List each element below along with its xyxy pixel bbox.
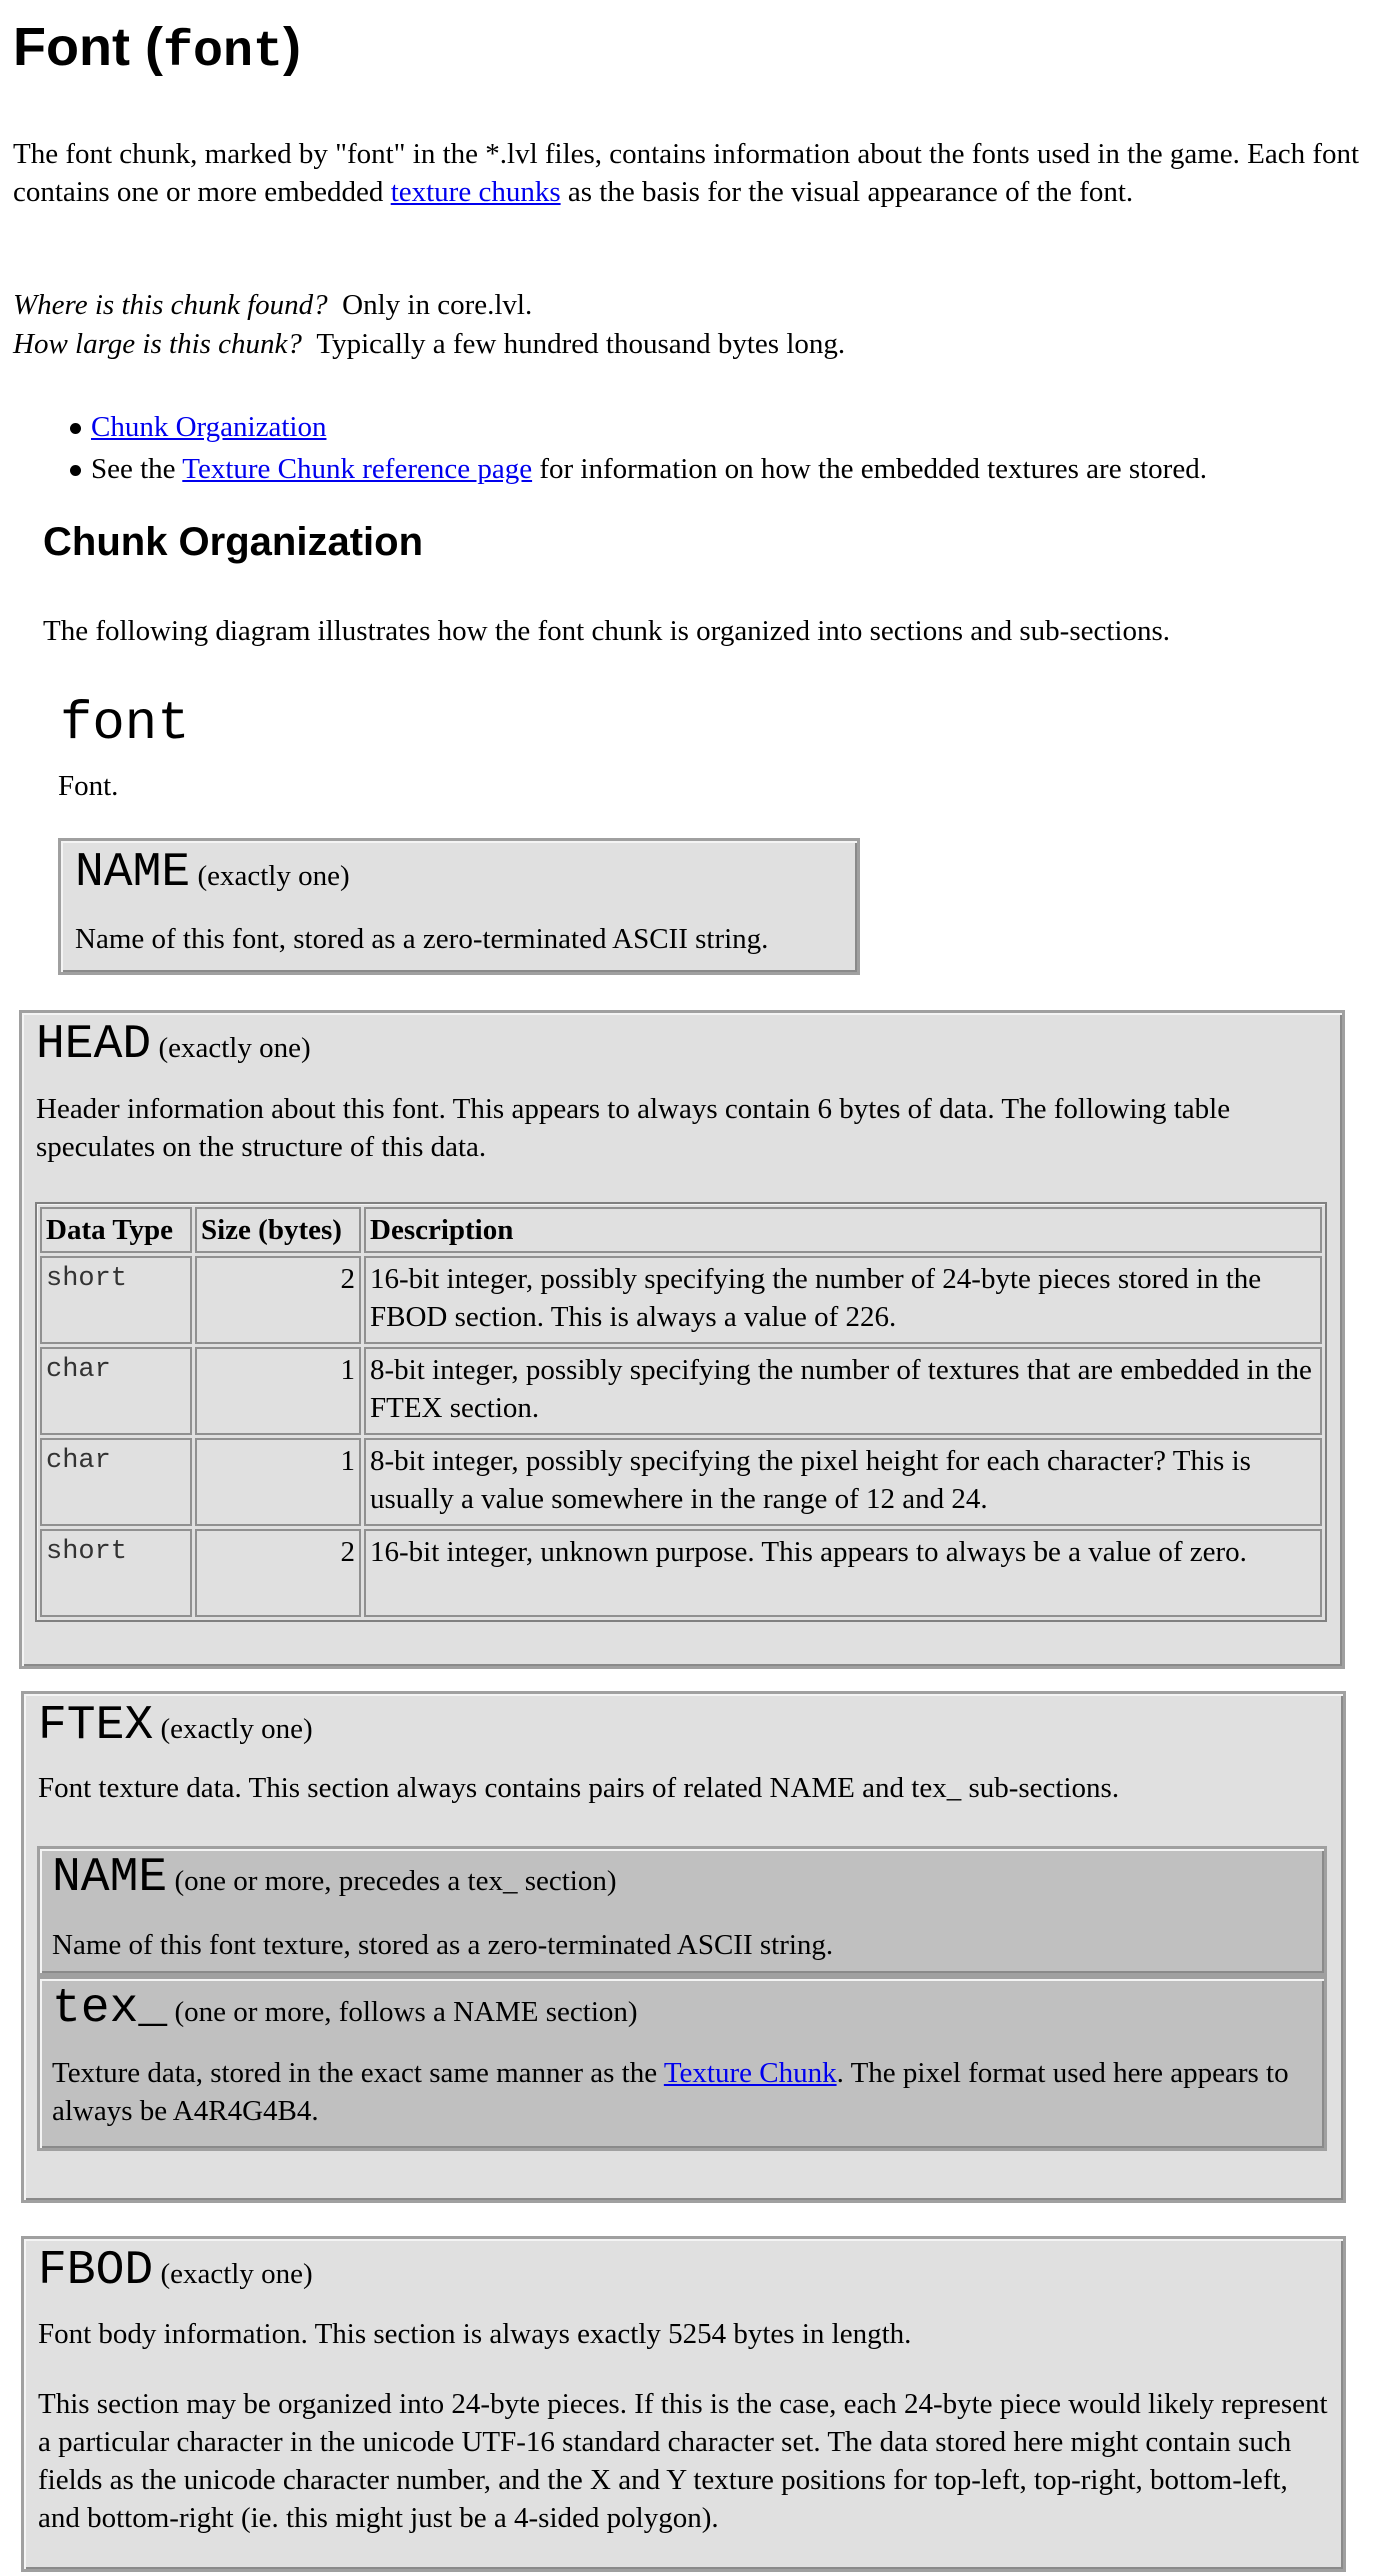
ftex-section-qualifier: (exactly one)	[160, 1713, 313, 1745]
texture-chunk-link[interactable]: Texture Chunk	[663, 2057, 837, 2089]
description-cell: 16-bit integer, unknown purpose. This appears to always be a value of zero.	[364, 1529, 1322, 1617]
faq-location	[13, 286, 1313, 324]
ftex-tex-code: tex_	[52, 1982, 168, 2036]
data-type-cell: short	[40, 1256, 192, 1344]
ftex-name-subsection	[37, 1846, 1327, 1976]
column-header: Data Type	[40, 1207, 192, 1253]
font-chunk-desc: Font.	[58, 770, 119, 802]
ftex-section-desc: Font texture data. This section always contains pairs of related NAME and tex_ sub-sections.	[38, 1772, 1120, 1804]
ftex-name-header	[52, 1851, 617, 1905]
size-cell: 2	[195, 1529, 361, 1617]
name-section-qualifier: (exactly one)	[197, 860, 350, 892]
list-item	[0, 406, 1376, 448]
faq-size	[13, 325, 1313, 363]
organization-text: The following diagram illustrates how the font chunk is organized into sections and sub-sections.	[43, 615, 1171, 647]
ftex-name-code: NAME	[52, 1851, 168, 1905]
ftex-tex-desc: Texture data, stored in the exact same manner as the Texture Chunk. The pixel format used here appears to always be A4R4G4B4.	[52, 2057, 1289, 2127]
table-row	[40, 1529, 1322, 1617]
column-header: Description	[364, 1207, 1322, 1253]
size-cell: 1	[195, 1438, 361, 1526]
ftex-section-box	[21, 1691, 1346, 2203]
fbod-section-code: FBOD	[38, 2244, 154, 2298]
name-section-code: NAME	[75, 846, 191, 900]
name-section-header	[75, 846, 350, 900]
table-row	[40, 1256, 1322, 1344]
faq-location-question: Where is this chunk found?	[13, 289, 328, 321]
bullet-icon	[70, 423, 81, 434]
ftex-name-qualifier: (one or more, precedes a tex_ section)	[174, 1865, 617, 1897]
fbod-section-desc: Font body information. This section is always exactly 5254 bytes in length.	[38, 2318, 912, 2350]
column-header: Size (bytes)	[195, 1207, 361, 1253]
data-type-cell: char	[40, 1347, 192, 1435]
link-list	[0, 406, 1376, 490]
name-section-desc: Name of this font, stored as a zero-terminated ASCII string.	[75, 923, 769, 955]
description-cell: 8-bit integer, possibly specifying the number of textures that are embedded in the FTEX section.	[364, 1347, 1322, 1435]
faq-size-question: How large is this chunk?	[13, 328, 302, 360]
description-cell: 8-bit integer, possibly specifying the pixel height for each character? This is usually a value somewhere in the range of 12 and 24.	[364, 1438, 1322, 1526]
description-cell: 16-bit integer, possibly specifying the number of 24-byte pieces stored in the FBOD section. This is always a value of 226.	[364, 1256, 1322, 1344]
chunk-organization-link[interactable]: Chunk Organization	[91, 411, 327, 443]
ftex-tex-subsection	[37, 1976, 1327, 2151]
ftex-tex-header	[52, 1982, 638, 2036]
ftex-tex-qualifier: (one or more, follows a NAME section)	[174, 1996, 638, 2028]
fbod-section-detail: This section may be organized into 24-byte pieces. If this is the case, each 24-byte piece would likely represent a particular character in the unicode UTF-16 standard character set. The data stored here might contain such fields as the unicode character number, and the X and Y texture positions for top-left, top-right, bottom-left, and bottom-right (ie. this might just be a 4-sided polygon).	[38, 2388, 1328, 2534]
faq-size-answer: Typically a few hundred thousand bytes long.	[316, 328, 846, 360]
fbod-section-qualifier: (exactly one)	[160, 2258, 313, 2290]
size-cell: 1	[195, 1347, 361, 1435]
table-row	[40, 1438, 1322, 1526]
data-type-cell: short	[40, 1529, 192, 1617]
data-type-cell: char	[40, 1438, 192, 1526]
ftex-section-code: FTEX	[38, 1699, 154, 1753]
bullet-icon	[70, 465, 81, 476]
size-cell: 2	[195, 1256, 361, 1344]
head-section-header	[36, 1018, 311, 1072]
head-section-qualifier: (exactly one)	[158, 1032, 311, 1064]
head-section-box	[19, 1010, 1345, 1669]
fbod-section-box	[21, 2236, 1346, 2572]
section-heading: Chunk Organization	[43, 520, 423, 564]
head-section-desc: Header information about this font. This appears to always contain 6 bytes of data. The following table speculates on the structure of this data.	[36, 1093, 1231, 1163]
ftex-name-desc: Name of this font texture, stored as a zero-terminated ASCII string.	[52, 1929, 834, 1961]
texture-chunk-reference-link[interactable]: Texture Chunk reference page	[182, 453, 533, 485]
list-item: See the Texture Chunk reference page for information on how the embedded textures are stored.	[0, 448, 1376, 490]
font-chunk-label: font	[60, 694, 190, 755]
head-section-code: HEAD	[36, 1018, 152, 1072]
ftex-section-header	[38, 1699, 313, 1753]
intro-paragraph: The font chunk, marked by "font" in the *.lvl files, contains information about the fonts used in the game. Each font contains one or more embedded texture chunks as the basis for the visual appearance of the font.	[13, 138, 1360, 208]
head-structure-table	[35, 1202, 1327, 1622]
name-section-box	[58, 838, 860, 975]
page-title-code: font	[162, 24, 283, 81]
table-header-row	[40, 1207, 1322, 1253]
page-title: Font (font)	[13, 17, 301, 81]
faq-location-answer: Only in core.lvl.	[342, 289, 533, 321]
table-row	[40, 1347, 1322, 1435]
texture-chunks-link[interactable]: texture chunks	[390, 176, 561, 208]
fbod-section-header	[38, 2244, 313, 2298]
